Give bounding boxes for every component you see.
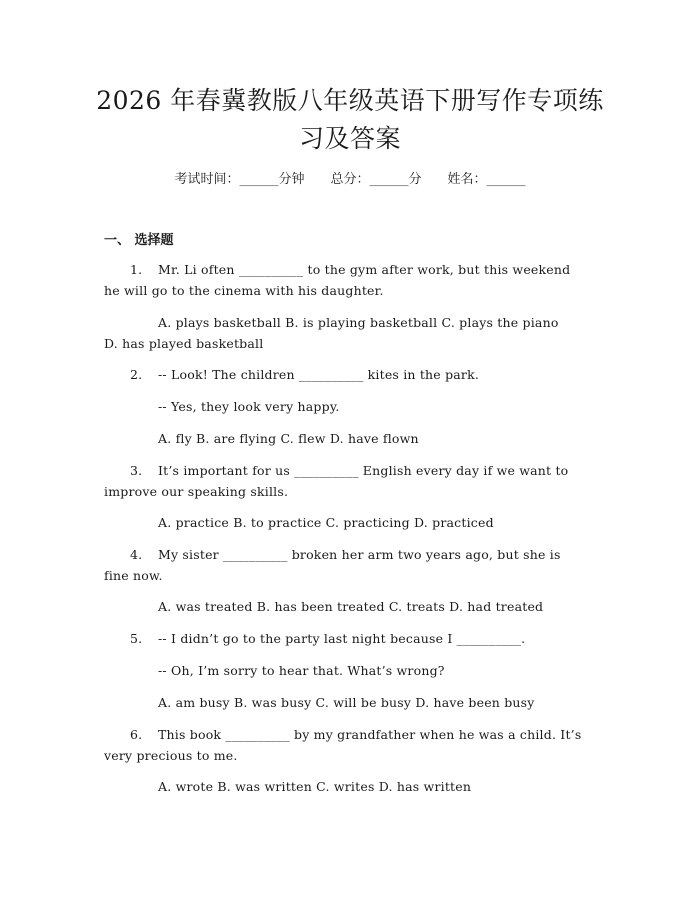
question-3-options: A. practice B. to practice C. practicing D. practiced: [158, 515, 494, 530]
question-1-stem-continued: he will go to the cinema with his daughter.: [104, 283, 384, 298]
document-title-line-1: 2026 年春冀教版八年级英语下册写作专项练: [96, 86, 604, 115]
question-5-reply: -- Oh, I’m sorry to hear that. What’s wrong?: [158, 663, 445, 678]
question-6-stem: [130, 727, 581, 742]
exam-time-field: 考试时间：______分钟: [174, 172, 305, 187]
question-6-options: A. wrote B. was written C. writes D. has written: [158, 779, 472, 794]
question-text: -- I didn’t go to the party last night because I __________.: [158, 631, 526, 646]
exam-info-row: [0, 168, 700, 187]
exam-score-field: 总分：______分: [330, 172, 422, 187]
question-1-stem: [130, 262, 570, 277]
question-2-stem: [130, 367, 479, 382]
question-text: Mr. Li often __________ to the gym after work, but this weekend: [158, 262, 571, 277]
question-4-stem-continued: fine now.: [104, 568, 163, 583]
question-1-options-continued: D. has played basketball: [104, 336, 264, 351]
question-text: -- Look! The children __________ kites in the park.: [158, 367, 480, 382]
question-3-stem: [130, 463, 568, 478]
question-4-stem: [130, 547, 561, 562]
question-3-stem-continued: improve our speaking skills.: [104, 484, 289, 499]
question-text: This book __________ by my grandfather when he was a child. It’s: [158, 727, 582, 742]
question-number: 6.: [130, 727, 143, 742]
question-5-options: A. am busy B. was busy C. will be busy D. have been busy: [158, 695, 535, 710]
question-number: 1.: [130, 262, 143, 277]
question-text: My sister __________ broken her arm two years ago, but she is: [158, 547, 561, 562]
question-text: It’s important for us __________ English every day if we want to: [158, 463, 569, 478]
question-2-options: A. fly B. are flying C. flew D. have flown: [158, 431, 419, 446]
question-2-reply: -- Yes, they look very happy.: [158, 399, 340, 414]
question-number: 5.: [130, 631, 143, 646]
exam-name-field: 姓名：______: [447, 172, 526, 187]
question-number: 4.: [130, 547, 143, 562]
question-6-stem-continued: very precious to me.: [104, 748, 238, 763]
question-1-options: A. plays basketball B. is playing basketball C. plays the piano: [158, 315, 559, 330]
question-5-stem: [130, 631, 525, 646]
section-heading: 一、 选择题: [104, 233, 174, 248]
question-4-options: A. was treated B. has been treated C. treats D. had treated: [158, 599, 544, 614]
question-number: 3.: [130, 463, 143, 478]
question-number: 2.: [130, 367, 143, 382]
document-title-line-2: 习及答案: [298, 124, 401, 153]
